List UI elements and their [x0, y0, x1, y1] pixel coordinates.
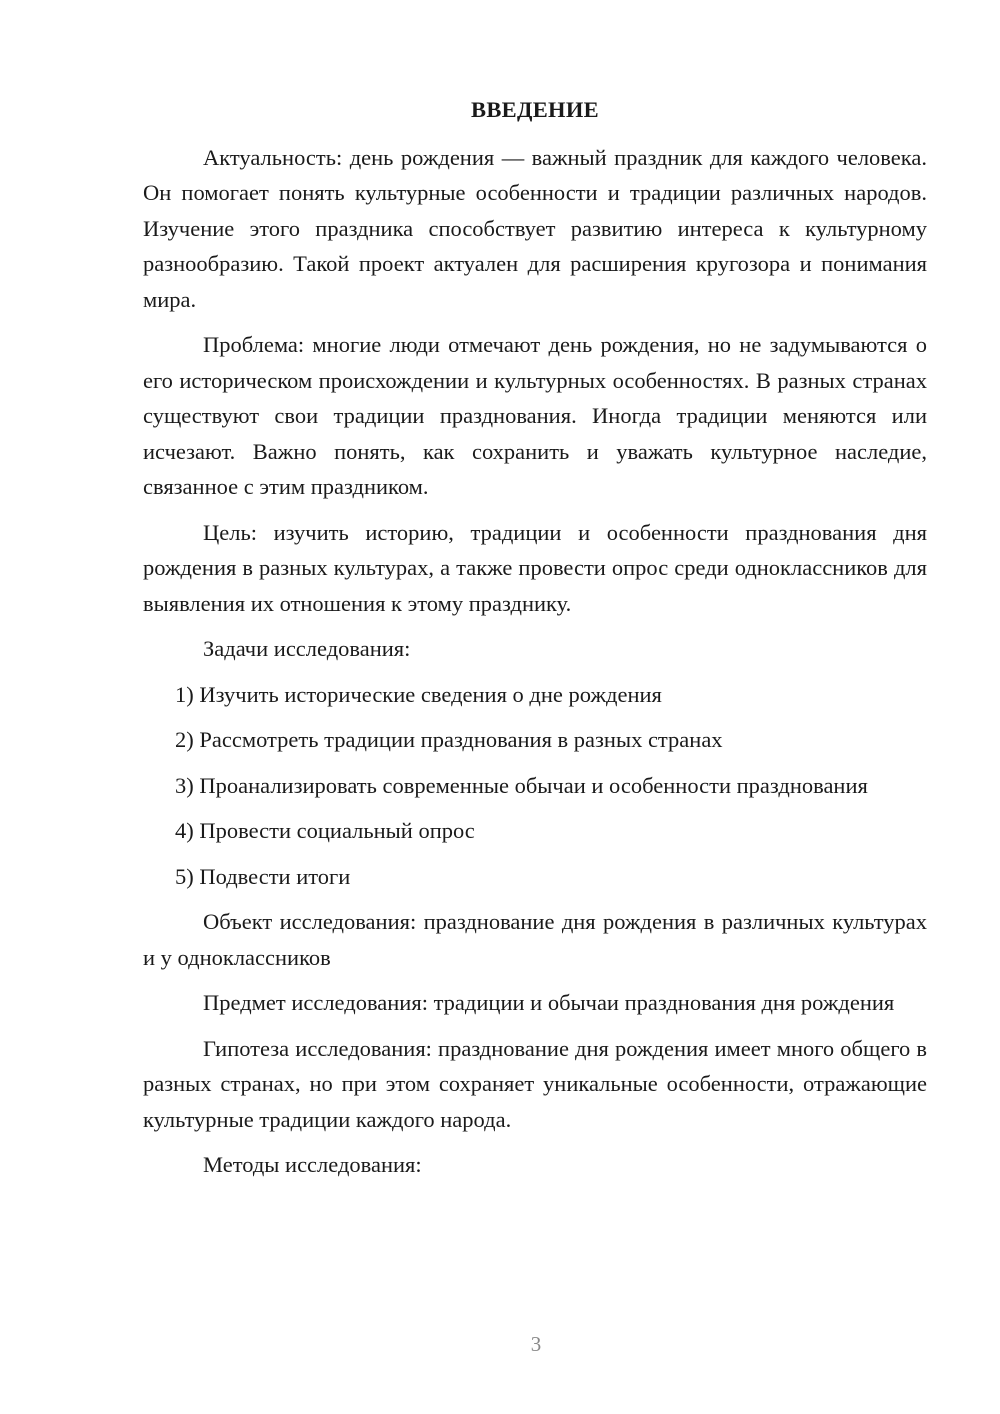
task-item-1: 1) Изучить исторические сведения о дне рождения: [175, 681, 662, 707]
problem-paragraph: Проблема: многие люди отмечают день рождения, но не задумываются о его историческом происхождении и культурных особенностях. В разных странах существуют свои традиции празднования. Иногда традиции меняются или исчезают. Важно понять, как сохранить и уважать культурное наследие, связанное с этим праздником.: [143, 332, 927, 499]
task-item-5: 5) Подвести итоги: [175, 863, 351, 889]
methods-heading: Методы исследования:: [203, 1152, 422, 1177]
object-paragraph: Объект исследования: празднование дня рождения в различных культурах и у одноклассников: [143, 909, 927, 970]
task-item-4: 4) Провести социальный опрос: [175, 818, 475, 843]
task-item-3: 3) Проанализировать современные обычаи и особенности празднования: [175, 772, 868, 798]
subject-paragraph: Предмет исследования: традиции и обычаи празднования дня рождения: [203, 990, 895, 1015]
section-title: ВВЕДЕНИЕ: [471, 97, 599, 122]
task-item-2: 2) Рассмотреть традиции празднования в разных странах: [175, 727, 723, 752]
hypothesis-paragraph: Гипотеза исследования: празднование дня рождения имеет много общего в разных странах, но при этом сохраняет уникальные особенности, отражающие культурные традиции каждого народа.: [143, 1035, 927, 1132]
document-page: [143, 92, 927, 1193]
tasks-heading: Задачи исследования:: [203, 636, 411, 661]
page-number: 3: [530, 1332, 542, 1356]
goal-paragraph: Цель: изучить историю, традиции и особенности празднования дня рождения в разных культурах, а также провести опрос среди одноклассников для выявления их отношения к этому празднику.: [143, 519, 927, 616]
relevance-paragraph: Актуальность: день рождения — важный праздник для каждого человека. Он помогает понять культурные особенности и традиции различных народов. Изучение этого праздника способствует развитию интереса к культурному разнообразию. Такой проект актуален для расширения кругозора и понимания мира.: [143, 144, 927, 312]
